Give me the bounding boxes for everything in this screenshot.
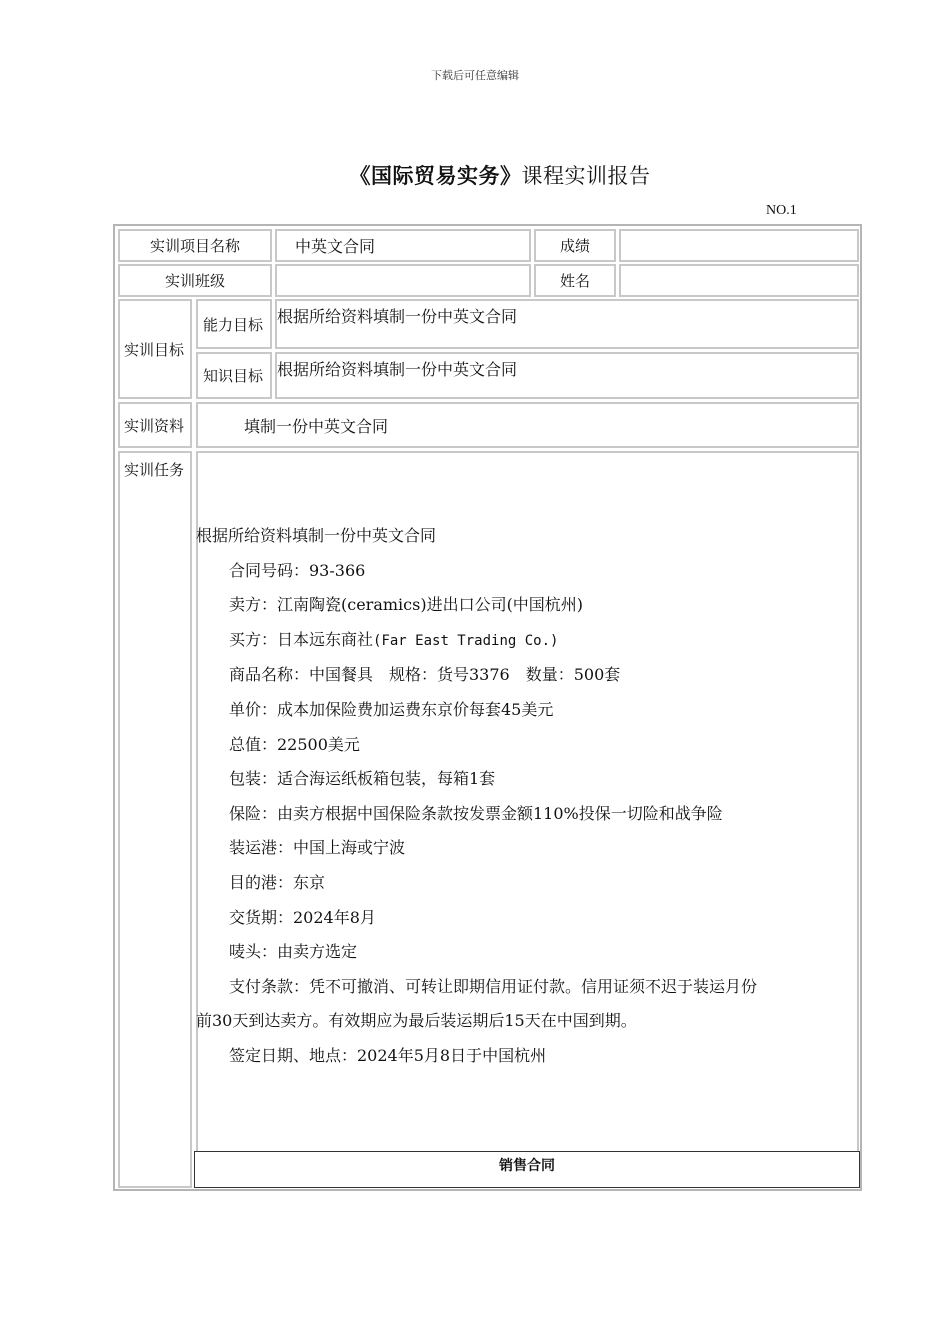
packing-line: 包装：适合海运纸板箱包装，每箱1套: [229, 769, 496, 789]
score-label: 成绩: [534, 229, 616, 262]
score-value[interactable]: [619, 229, 859, 262]
ability-label: 能力目标: [196, 299, 272, 349]
unit-price-line: 单价：成本加保险费加运费东京价每套45美元: [229, 699, 554, 719]
ability-value: 根据所给资料填制一份中英文合同: [275, 299, 859, 349]
seller-line: 卖方：江南陶瓷(ceramics)进出口公司(中国杭州): [229, 595, 584, 615]
port-of-destination-line: 目的港：东京: [229, 872, 326, 892]
task-intro: 根据所给资料填制一份中英文合同: [196, 526, 437, 545]
project-name-label: 实训项目名称: [118, 229, 272, 262]
knowledge-label: 知识目标: [196, 352, 272, 399]
delivery-line: 交货期：2024年8月: [229, 907, 376, 927]
name-value[interactable]: [619, 264, 859, 297]
port-of-loading-line: 装运港：中国上海或宁波: [229, 838, 406, 858]
report-title: [0, 160, 950, 190]
project-name-value: 中英文合同: [275, 229, 531, 262]
task-label: 实训任务: [118, 451, 192, 1188]
buyer-english-name: (Far East Trading Co.): [373, 632, 559, 649]
watermark-text: 下载后可任意编辑: [431, 69, 519, 82]
materials-value: 填制一份中英文合同: [196, 402, 859, 448]
payment-terms-line-2: 前30天到达卖方。有效期应为最后装运期后15天在中国到期。: [196, 1011, 637, 1031]
goals-label: 实训目标: [118, 299, 192, 399]
sales-contract-heading: 销售合同: [194, 1151, 860, 1188]
document-number: NO.1: [766, 203, 797, 218]
name-label: 姓名: [534, 264, 616, 297]
materials-label: 实训资料: [118, 402, 192, 448]
knowledge-value: 根据所给资料填制一份中英文合同: [275, 352, 859, 399]
class-label: 实训班级: [118, 264, 272, 297]
report-title-rest: 课程实训报告: [521, 164, 651, 188]
task-body: [196, 519, 860, 1074]
total-value-line: 总值：22500美元: [229, 734, 360, 754]
signing-line: 签定日期、地点：2024年5月8日于中国杭州: [229, 1045, 547, 1065]
payment-terms-line-1: 支付条款：凭不可撤消、可转让即期信用证付款。信用证须不迟于装运月份: [229, 976, 758, 996]
course-name: 《国际贸易实务》: [349, 164, 522, 188]
shipping-marks-line: 唛头：由卖方选定: [229, 942, 358, 962]
buyer-line: [196, 623, 860, 659]
contract-number: 合同号码：93-366: [229, 560, 366, 580]
buyer-prefix: 买方：日本远东商社: [229, 629, 374, 649]
goods-line: 商品名称：中国餐具 规格：货号3376 数量：500套: [229, 665, 621, 685]
insurance-line: 保险：由卖方根据中国保险条款按发票金额110%投保一切险和战争险: [229, 803, 723, 823]
class-value[interactable]: [275, 264, 531, 297]
